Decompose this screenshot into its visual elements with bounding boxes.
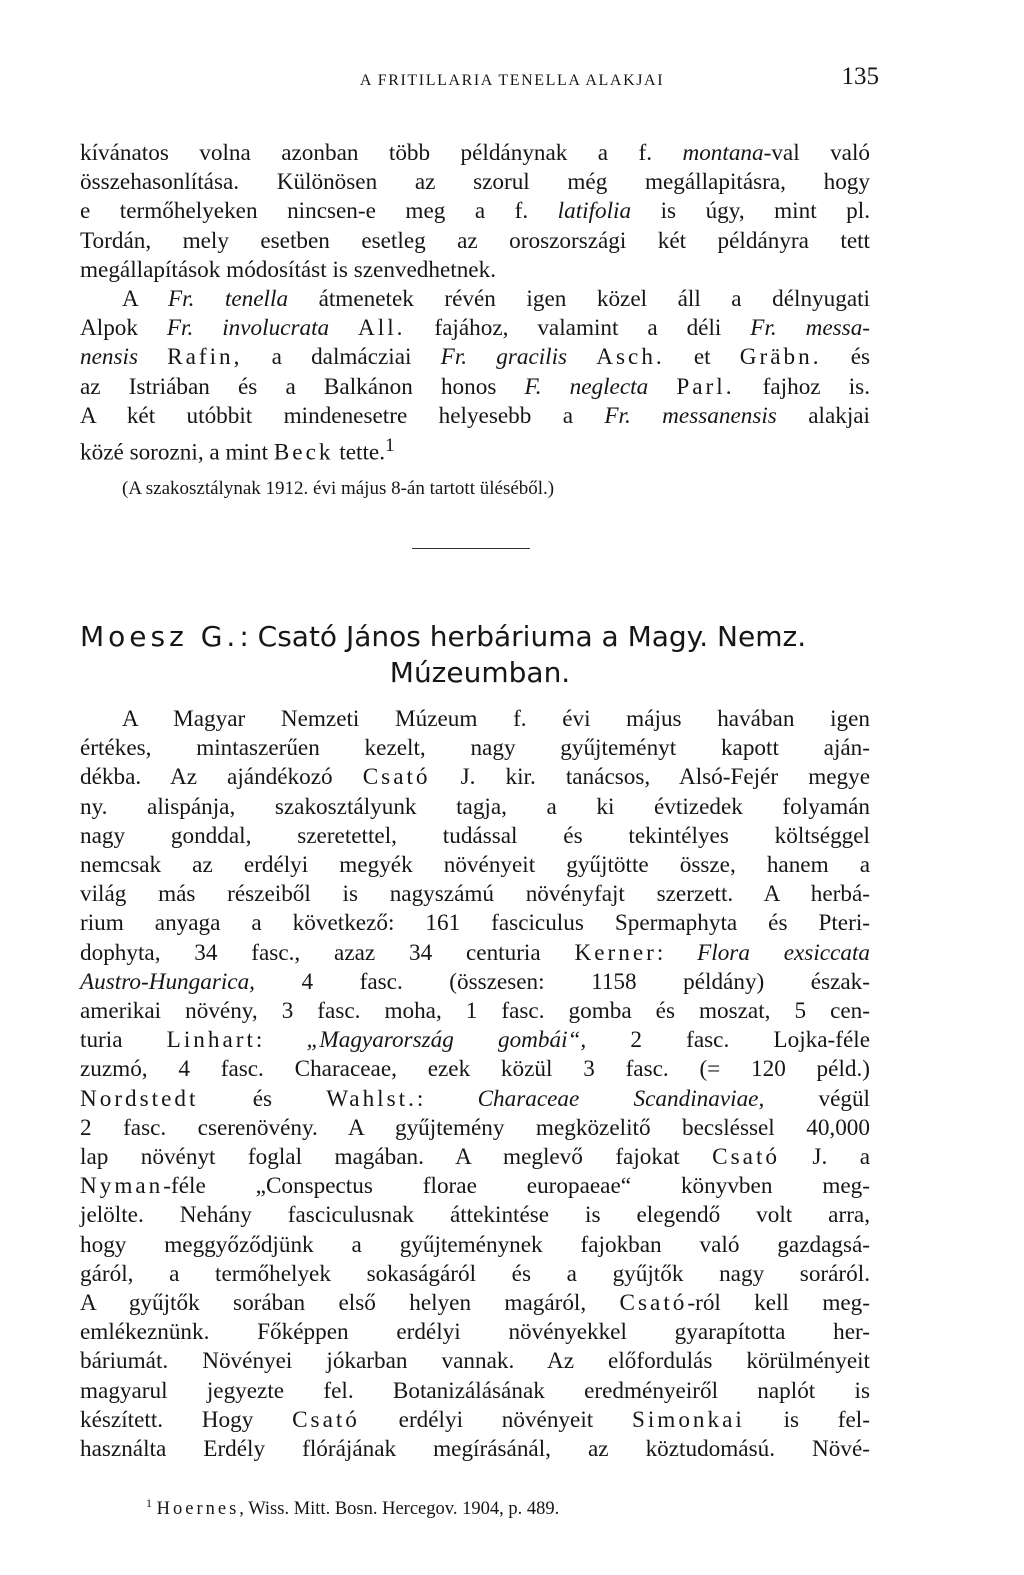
text-line: A gyűjtők sorában első helyen magáról, Csató-ról kell meg- bbox=[80, 1290, 870, 1317]
article-author: Moesz G. bbox=[80, 620, 240, 653]
text-line: turia Linhart: „Magyarország gombái“, 2 fasc. Lojka-féle bbox=[80, 1027, 870, 1054]
article-title-line-1: Moesz G.: Csató János herbáriuma a Magy. Nemz. bbox=[80, 620, 807, 653]
text-line: báriumát. Növényei jókarban vannak. Az előfordulás körülményeit bbox=[80, 1348, 870, 1375]
text-line: használta Erdély flórájának megírásánál, az köztudomású. Növé- bbox=[80, 1436, 870, 1463]
text-line: gáról, a termőhelyek sokaságáról és a gyűjtők nagy soráról. bbox=[80, 1260, 870, 1287]
text-line: megállapítások módosítást is szenvedhetnek. bbox=[80, 256, 496, 283]
text-line: készített. Hogy Csató erdélyi növényeit Simonkai is fel- bbox=[80, 1406, 870, 1433]
text-line: rium anyaga a következő: 161 fasciculus Spermaphyta és Pteri- bbox=[80, 910, 870, 937]
text-line: magyarul jegyezte fel. Botanizálásának eredményeiről naplót is bbox=[80, 1377, 870, 1404]
text-line: összehasonlítása. Különösen az szorul még megállapitásra, hogy bbox=[80, 169, 870, 196]
text-line: dophyta, 34 fasc., azaz 34 centuria Kerner: Flora exsiccata bbox=[80, 939, 870, 966]
footnote-text: , Wiss. Mitt. Bosn. Hercegov. 1904, p. 489. bbox=[239, 1499, 560, 1520]
article-title-line-2: Múzeumban. bbox=[389, 656, 571, 689]
article-body bbox=[80, 705, 870, 1464]
text-line: nagy gonddal, szeretettel, tudással és tekintélyes költséggel bbox=[80, 822, 870, 849]
text-line: A Magyar Nemzeti Múzeum f. évi május havában igen bbox=[122, 706, 870, 732]
text-line: nemcsak az erdélyi megyék növényeit gyűjtötte össze, hanem a bbox=[80, 852, 870, 879]
text-line: hogy meggyőződjünk a gyűjteménynek fajokban való gazdagsá- bbox=[80, 1231, 870, 1258]
text-line: lap növényt foglal magában. A meglevő fajokat Csató J. a bbox=[80, 1144, 870, 1171]
paragraph-fr-tenella bbox=[80, 285, 870, 468]
text-line: jelölte. Nehány fasciculusnak áttekintése is elegendő volt arra, bbox=[80, 1202, 870, 1229]
text-line: 2 fasc. cserenövény. A gyűjtemény megközelitő becsléssel 40,000 bbox=[80, 1114, 870, 1141]
text-line: e termőhelyeken nincsen-e meg a f. latifolia is úgy, mint pl. bbox=[80, 198, 870, 225]
text-line: A két utóbbit mindenesetre helyesebb a Fr. messanensis alakjai bbox=[80, 402, 871, 429]
text-line: zuzmó, 4 fasc. Characeae, ezek közül 3 fasc. (= 120 péld.) bbox=[80, 1056, 870, 1083]
text-line: dékba. Az ajándékozó Csató J. kir. tanácsos, Alsó-Fejér megye bbox=[80, 764, 871, 791]
footnote-author: Hoernes bbox=[156, 1499, 240, 1520]
text-line: ny. alispánja, szakosztályunk tagja, a ki évtizedek folyamán bbox=[80, 793, 870, 820]
text-line: Tordán, mely esetben esetleg az oroszországi két példányra tett bbox=[80, 227, 870, 254]
text-line: Nordstedt és Wahlst.: Characeae Scandinaviae, végül bbox=[80, 1085, 870, 1112]
paragraph-fritillaria-comparison bbox=[80, 139, 870, 285]
text-line: értékes, mintaszerűen kezelt, nagy gyűjteményt kapott aján- bbox=[80, 735, 870, 762]
footnote-ref: 1 bbox=[385, 435, 395, 457]
page-number: 135 bbox=[841, 63, 879, 90]
text-line: amerikai növény, 3 fasc. moha, 1 fasc. gomba és moszat, 5 cen- bbox=[80, 998, 870, 1025]
text-line: nensis Rafin, a dalmácziai Fr. gracilis Asch. et Gräbn. és bbox=[80, 344, 871, 371]
text-line: A Fr. tenella átmenetek révén igen közel áll a délnyugati bbox=[122, 286, 871, 312]
text-line: Nyman-féle „Conspectus florae europaeae“ könyvben meg- bbox=[80, 1173, 870, 1200]
footnote bbox=[146, 1496, 559, 1520]
text-line: Alpok Fr. involucrata All. fajához, valamint a déli Fr. messa- bbox=[80, 315, 871, 342]
text-line: az Istriában és a Balkánon honos F. neglecta Parl. fajhoz is. bbox=[80, 373, 871, 400]
footnote-mark: 1 bbox=[146, 1496, 152, 1510]
session-note: (A szakosztálynak 1912. évi május 8-án tartott üléséből.) bbox=[122, 478, 555, 499]
section-divider bbox=[412, 548, 530, 549]
text-line: közé sorozni, a mint Beck tette.$^1$ bbox=[80, 435, 395, 466]
text-line: Austro-Hungarica, 4 fasc. (összesen: 1158 példány) észak- bbox=[80, 968, 870, 995]
text-line: világ más részeiből is nagyszámú növényfajt szerzett. A herbá- bbox=[80, 881, 870, 908]
running-title: A FRITILLARIA TENELLA ALAKJAI bbox=[359, 72, 665, 89]
text-line: emlékeznünk. Főképpen erdélyi növényekkel gyarapította her- bbox=[80, 1319, 870, 1346]
text-line: kívánatos volna azonban több példánynak a f. montana-val való bbox=[80, 140, 870, 166]
page-header bbox=[0, 58, 1024, 98]
